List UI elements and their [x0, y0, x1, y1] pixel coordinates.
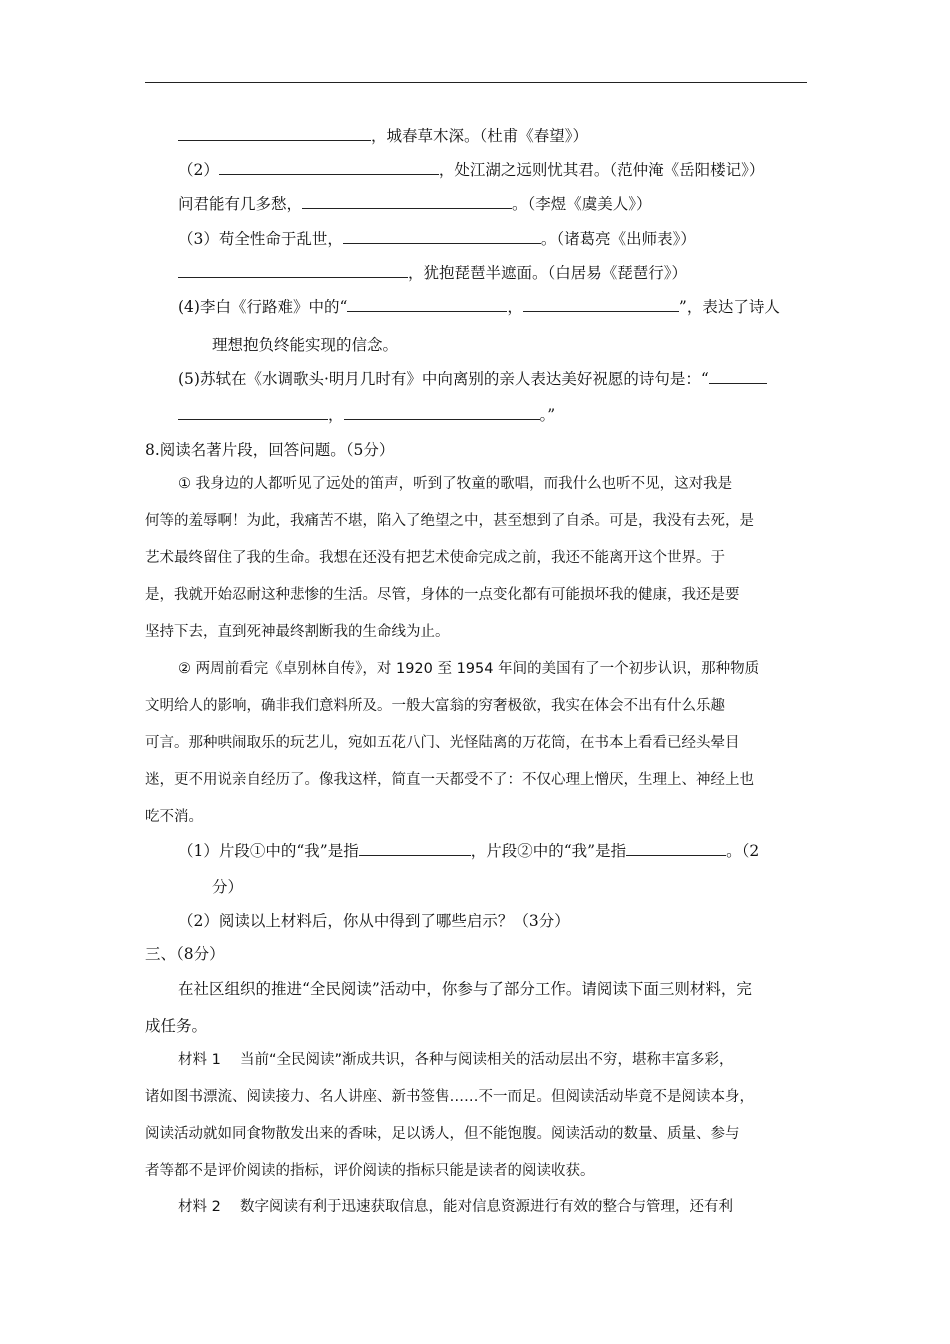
- answer-blank[interactable]: [347, 297, 507, 312]
- poem-line-3: 问君能有几多愁， 。（李煜《虞美人》）: [178, 195, 652, 213]
- answer-blank[interactable]: [178, 405, 328, 420]
- answer-blank[interactable]: [626, 841, 726, 856]
- question-8-1-cont: 分）: [212, 878, 244, 896]
- question-8-1: （1）片段①中的“我”是指 ，片段②中的“我”是指 。（2: [178, 842, 760, 860]
- excerpt-1-line: ① 我身边的人都听见了远处的笛声，听到了牧童的歌唱，而我什么也听不见，这对我是: [178, 476, 733, 492]
- poem-line-5: ，犹抱琵琶半遮面。（白居易《琵琶行》）: [178, 263, 687, 283]
- answer-blank[interactable]: [178, 126, 371, 141]
- section-3-intro: 成任务。: [145, 1017, 208, 1035]
- material-1-line: 诸如图书漂流、阅读接力、名人讲座、新书签售……不一而足。但阅读活动毕竟不是阅读本身，: [145, 1089, 754, 1105]
- material-1-line: 者等都不是评价阅读的指标，评价阅读的指标只能是读者的阅读收获。: [145, 1163, 595, 1179]
- poem-line-8: (5)苏轼在《水调歌头·明月几时有》中向离别的亲人表达美好祝愿的诗句是：“: [178, 369, 767, 389]
- poem-line-6: (4)李白《行路难》中的“ ， ”，表达了诗人: [178, 298, 780, 316]
- poem-line-2: （2） ，处江湖之远则忧其君。（范仲淹《岳阳楼记》）: [178, 161, 765, 179]
- poem-line-9: ， 。”: [178, 405, 555, 425]
- header-rule: [145, 82, 807, 83]
- answer-blank[interactable]: [709, 369, 767, 384]
- poem-line-7: 理想抱负终能实现的信念。: [212, 336, 399, 354]
- material-1-line: 材料 1 当前“全民阅读”渐成共识，各种与阅读相关的活动层出不穷，堪称丰富多彩，: [178, 1052, 734, 1068]
- answer-blank[interactable]: [219, 160, 439, 175]
- excerpt-2-line: ② 两周前看完《卓别林自传》，对 1920 至 1954 年间的美国有了一个初步认识，那种物质: [178, 661, 760, 677]
- answer-blank[interactable]: [344, 405, 540, 420]
- material-2-line: 材料 2 数字阅读有利于迅速获取信息，能对信息资源进行有效的整合与管理，还有利: [178, 1199, 733, 1215]
- excerpt-2-line: 迷，更不用说亲自经历了。像我这样，简直一天都受不了：不仅心理上憎厌，生理上、神经上也: [145, 772, 754, 788]
- section-3-intro: 在社区组织的推进“全民阅读”活动中，你参与了部分工作。请阅读下面三则材料，完: [178, 980, 752, 998]
- excerpt-1-line: 何等的羞辱啊！为此，我痛苦不堪，陷入了绝望之中，甚至想到了自杀。可是，我没有去死，是: [145, 513, 754, 529]
- excerpt-2-line: 文明给人的影响，确非我们意料所及。一般大富翁的穷奢极欲，我实在体会不出有什么乐趣: [145, 698, 725, 714]
- material-1-line: 阅读活动就如同食物散发出来的香味，足以诱人，但不能饱腹。阅读活动的数量、质量、参与: [145, 1126, 740, 1142]
- excerpt-1-line: 艺术最终留住了我的生命。我想在还没有把艺术使命完成之前，我还不能离开这个世界。于: [145, 550, 725, 566]
- answer-blank[interactable]: [523, 297, 679, 312]
- section-3-title: 三、（8分）: [145, 945, 225, 963]
- question-8-title: 8.阅读名著片段，回答问题。（5分）: [145, 441, 395, 459]
- excerpt-2-line: 可言。那种哄闹取乐的玩艺儿，宛如五花八门、光怪陆离的万花筒，在书本上看看已经头晕目: [145, 735, 740, 751]
- excerpt-2-line: 吃不消。: [145, 809, 203, 825]
- excerpt-1-line: 坚持下去，直到死神最终割断我的生命线为止。: [145, 624, 450, 640]
- answer-blank[interactable]: [178, 263, 408, 278]
- answer-blank[interactable]: [302, 194, 512, 209]
- excerpt-1-line: 是，我就开始忍耐这种悲惨的生活。尽管，身体的一点变化都有可能损坏我的健康，我还是要: [145, 587, 740, 603]
- question-8-2: （2）阅读以上材料后，你从中得到了哪些启示？（3分）: [178, 912, 570, 930]
- poem-line-4: （3）苟全性命于乱世， 。（诸葛亮《出师表》）: [178, 230, 696, 248]
- poem-line-1: ，城春草木深。（杜甫《春望》）: [178, 126, 588, 146]
- answer-blank[interactable]: [359, 841, 471, 856]
- answer-blank[interactable]: [343, 229, 541, 244]
